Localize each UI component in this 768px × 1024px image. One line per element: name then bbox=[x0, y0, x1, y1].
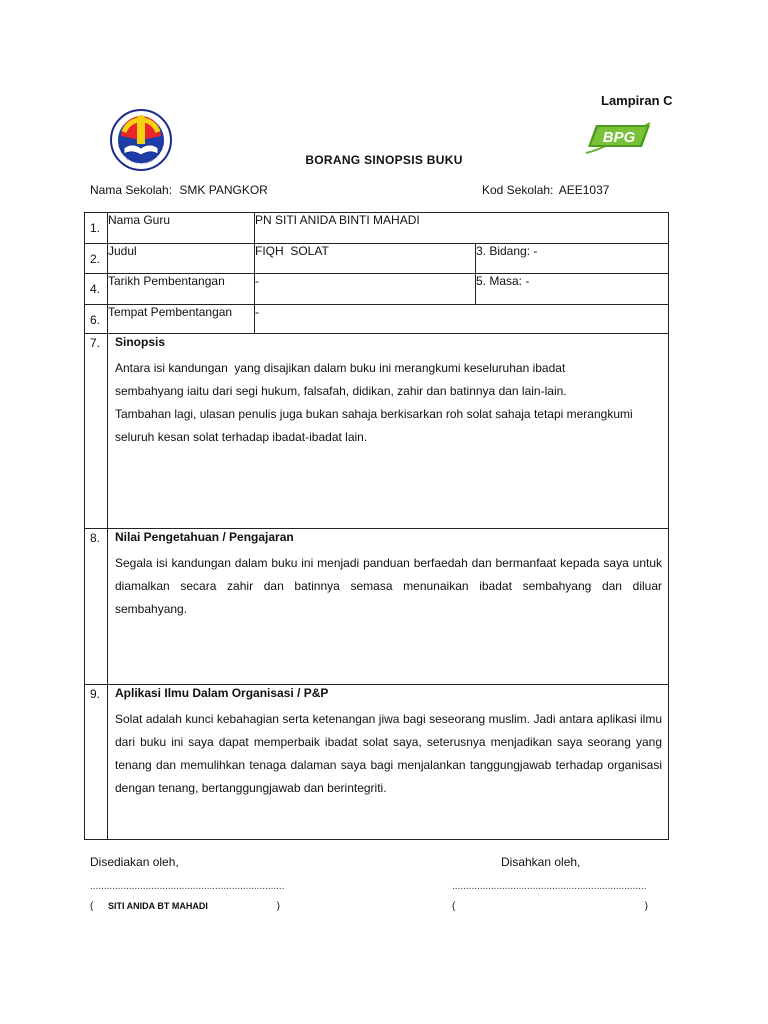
synopsis-line: Antara isi kandungan yang disajikan dalam buku ini merangkumi keseluruhan ibadat bbox=[115, 361, 566, 375]
row-teacher-name bbox=[85, 213, 669, 244]
kpm-ring-text: KEMENTERIAN PENDIDIKAN MALA bbox=[117, 141, 166, 166]
knowledge-value-text: Segala isi kandungan dalam buku ini menjadi panduan berfaedah dan bermanfaat kepada saya untuk diamalkan secara zahir dan batinnya semasa menunaikan ibadat sembahyang dan diluar sembahyang. bbox=[115, 556, 663, 616]
knowledge-application-heading: Aplikasi Ilmu Dalam Organisasi / P&P bbox=[115, 686, 329, 700]
close-paren: ) bbox=[276, 901, 280, 912]
synopsis-heading: Sinopsis bbox=[115, 335, 166, 349]
verified-by-label: Disahkan oleh, bbox=[501, 855, 581, 869]
prepared-name-text: SITI ANIDA BT MAHADI bbox=[108, 901, 208, 911]
prepared-by-label: Disediakan oleh, bbox=[90, 855, 179, 869]
synopsis-text bbox=[115, 357, 662, 449]
school-name-label: Nama Sekolah: bbox=[90, 183, 173, 197]
school-code-line bbox=[482, 183, 609, 197]
presentation-place-label: Tempat Pembentangan bbox=[108, 305, 255, 334]
open-paren: ( bbox=[452, 901, 456, 912]
bpg-logo-text: BPG bbox=[602, 129, 636, 146]
presentation-place-value: - bbox=[255, 305, 669, 334]
synopsis-line: seluruh kesan solat terhadap ibadat-ibadat lain. bbox=[115, 430, 368, 444]
presentation-date-label: Tarikh Pembentangan bbox=[108, 274, 255, 305]
knowledge-value-heading: Nilai Pengetahuan / Pengajaran bbox=[115, 530, 294, 544]
field-label: 3. Bidang: - bbox=[476, 244, 669, 274]
row-number: 9. bbox=[85, 685, 108, 840]
book-title-label: Judul bbox=[108, 244, 255, 274]
row-number: 1. bbox=[85, 213, 108, 244]
verified-signature-line: ...................................................................... bbox=[452, 881, 647, 892]
close-paren: ) bbox=[644, 901, 648, 912]
open-paren: ( bbox=[90, 901, 94, 912]
row-knowledge-application bbox=[85, 685, 669, 840]
prepared-signature-line: ...................................................................... bbox=[90, 881, 285, 892]
row-knowledge-value bbox=[85, 529, 669, 685]
synopsis-line: Tambahan lagi, ulasan penulis juga bukan sahaja berkisarkan roh solat sahaja tetapi merangkumi bbox=[115, 407, 633, 421]
row-number: 7. bbox=[85, 334, 108, 529]
row-number: 2. bbox=[85, 244, 108, 274]
form-title: BORANG SINOPSIS BUKU bbox=[305, 153, 463, 167]
school-code-value: AEE1037 bbox=[558, 183, 610, 197]
row-book-title bbox=[85, 244, 669, 274]
school-name-value: SMK PANGKOR bbox=[179, 183, 268, 197]
duration-label: 5. Masa: - bbox=[476, 274, 669, 305]
presentation-date-value: - bbox=[255, 274, 476, 305]
row-presentation-date bbox=[85, 274, 669, 305]
knowledge-application-cell bbox=[108, 685, 669, 840]
synopsis-form-table bbox=[84, 212, 669, 840]
attachment-label: Lampiran C bbox=[601, 93, 673, 108]
row-number: 6. bbox=[85, 305, 108, 334]
synopsis-cell bbox=[108, 334, 669, 529]
book-title-value: FIQH SOLAT bbox=[255, 244, 476, 274]
school-code-label: Kod Sekolah: bbox=[482, 183, 554, 197]
row-number: 4. bbox=[85, 274, 108, 305]
knowledge-value-cell bbox=[108, 529, 669, 685]
row-synopsis bbox=[85, 334, 669, 529]
teacher-name-value: PN SITI ANIDA BINTI MAHADI bbox=[255, 213, 669, 244]
school-name-line bbox=[90, 183, 268, 197]
knowledge-application-text: Solat adalah kunci kebahagian serta ketenangan jiwa bagi seseorang muslim. Jadi antara aplikasi ilmu dari buku ini saya dapat memperbaik ibadat solat saya, seterusnya menjadikan saya seorang yang tenang dan memulihkan tenaga dalaman saya bagi menjalankan tanggungjawab terhadap organisasi dengan tenang, bertanggungjawab dan berintegriti. bbox=[115, 712, 663, 795]
teacher-name-label: Nama Guru bbox=[108, 213, 255, 244]
synopsis-line: sembahyang iaitu dari segi hukum, falsafah, didikan, zahir dan batinnya dan lain-lain. bbox=[115, 384, 567, 398]
row-presentation-place bbox=[85, 305, 669, 334]
row-number: 8. bbox=[85, 529, 108, 685]
